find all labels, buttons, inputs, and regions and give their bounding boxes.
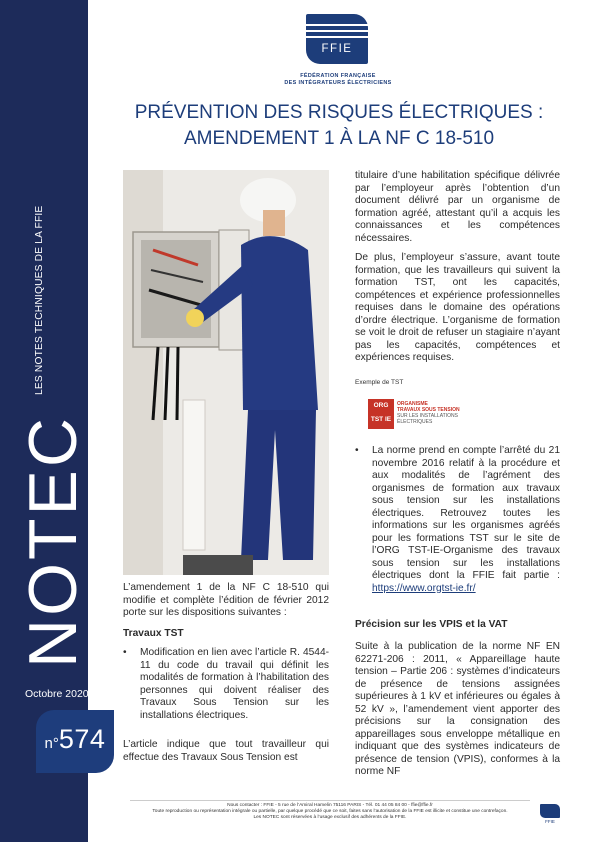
section-heading-vpis: Précision sur les VPIS et la VAT — [355, 619, 508, 630]
org-label: ORG — [373, 402, 389, 409]
section-heading-tst: Travaux TST — [123, 628, 184, 639]
title-line-1: PRÉVENTION DES RISQUES ÉLECTRIQUES : — [134, 102, 544, 123]
org-line: SUR LES INSTALLATIONS — [397, 413, 458, 419]
bullet-tst-text: Modification en lien avec l’article R. 4544-11 du code du travail qui définit les modalités de formation à l’habilitation des personnes qui doivent réaliser des Travaux Sous Tension sur les installations électriques. — [140, 647, 329, 721]
footer-copyright: Toute reproduction ou représentation intégrale ou partielle, par quelque procédé que ce soit, faites sans l’autorisation de la FFIE est illicite et constitue une contrefaçon. — [152, 809, 508, 814]
footer-reserved: Les NOTEC sont réservées à l’usage exclusif des adhérents de la FFIE. — [253, 815, 407, 820]
ffie-logo — [306, 14, 368, 64]
paragraph-vpis: Suite à la publication de la norme NF EN 62271-206 : 2011, « Appareillage haute tension – Partie 206 : systèmes d’indicateurs de présence de tensions assignées supérieures à 1 kV et inférieures ou égales à 52 kV », l’amendement vient apporter des précisions sur la consignation des appareillages sous enveloppe métallique en indiquant que des systèmes indicateurs de présence de tension (VPIS), conformes à la norme NF — [355, 641, 560, 777]
bullet-norm-text — [372, 445, 560, 595]
bullet-norm — [355, 445, 560, 595]
issue-prefix: n° — [44, 735, 59, 752]
electrician-illustration — [123, 170, 329, 575]
issue-date: Octobre 2020 — [25, 688, 89, 700]
org-tst-badge — [368, 399, 394, 429]
ffie-mini-logo — [540, 804, 560, 822]
orgtst-link[interactable]: https://www.orgtst-ie.fr/ — [372, 582, 476, 594]
bullet-tst — [123, 647, 329, 722]
tst-ie-label: TST IE — [370, 416, 392, 423]
paragraph-employer: De plus, l’employeur s’assure, avant toute formation, que les travailleurs qui suivent la formation TST, ont les capacités, compétences et expérience professionnelles requises dans le domaine des opérations d’ordre électrique. L’organisme de formation se voit le droit de refuser un stagiaire n’ayant pas les capacités, compétences et expériences requises. — [355, 252, 560, 363]
intro-paragraph: L’amendement 1 de la NF C 18-510 qui modifie et complète l’édition de février 2012 porte sur les dispositions suivantes : — [123, 582, 329, 618]
brand-title: NOTEC — [15, 415, 91, 668]
page-title — [118, 100, 560, 152]
mini-logo-word: FFIE — [545, 819, 555, 824]
bullet-marker: • — [123, 647, 127, 658]
org-tst-text — [397, 401, 477, 425]
bullet-marker: • — [355, 445, 359, 456]
electrician-photo — [123, 170, 329, 575]
footer — [130, 803, 530, 821]
footer-divider — [130, 800, 530, 801]
issue-number-box — [36, 710, 114, 773]
org-line: TRAVAUX SOUS TENSION — [397, 407, 460, 413]
org-line: ORGANISME — [397, 401, 428, 407]
issue-number: 574 — [58, 724, 106, 754]
bullet-norm-body: La norme prend en compte l’arrêté du 21 novembre 2016 relatif à la procédure et aux modalités de l’agrément des organismes de formation aux travaux sous tension sur les installations électriques. Retrouvez toutes les informations sur les organismes agréés pour les formations TST sur le site de l’ORG TST-IE-Organisme des travaux sous tension sur les installations électriques dont la FFIE fait partie : — [372, 445, 560, 581]
logo-tag-line: FÉDÉRATION FRANÇAISE — [300, 73, 376, 79]
title-line-2: AMENDEMENT 1 À LA NF C 18-510 — [183, 128, 495, 149]
article-paragraph: L’article indique que tout travailleur qui effectue des Travaux Sous Tension est — [123, 739, 329, 763]
footer-contact: Nous contacter : FFIE - 5 rue de l’Amiral Hamelin 75116 PARIS - Tél. 01 44 05 84 00 - ffie@ffie.fr — [227, 803, 433, 808]
logo-word: FFIE — [321, 43, 353, 55]
image-caption: Exemple de TST — [355, 379, 404, 386]
series-subtitle: LES NOTES TECHNIQUES DE LA FFIE — [34, 205, 45, 395]
paragraph-habilitation: titulaire d’une habilitation spécifique délivrée par l’employeur après l’obtention d’un document délivré par un organisme de formation agréé, attestant qu’il a acquis les connaissances et les compétences nécessaires. — [355, 170, 560, 244]
org-line: ÉLECTRIQUES — [397, 419, 433, 425]
logo-tagline — [282, 73, 394, 87]
logo-tag-line: DES INTÉGRATEURS ÉLECTRICIENS — [284, 80, 392, 86]
org-tst-ie-logo — [368, 399, 460, 431]
